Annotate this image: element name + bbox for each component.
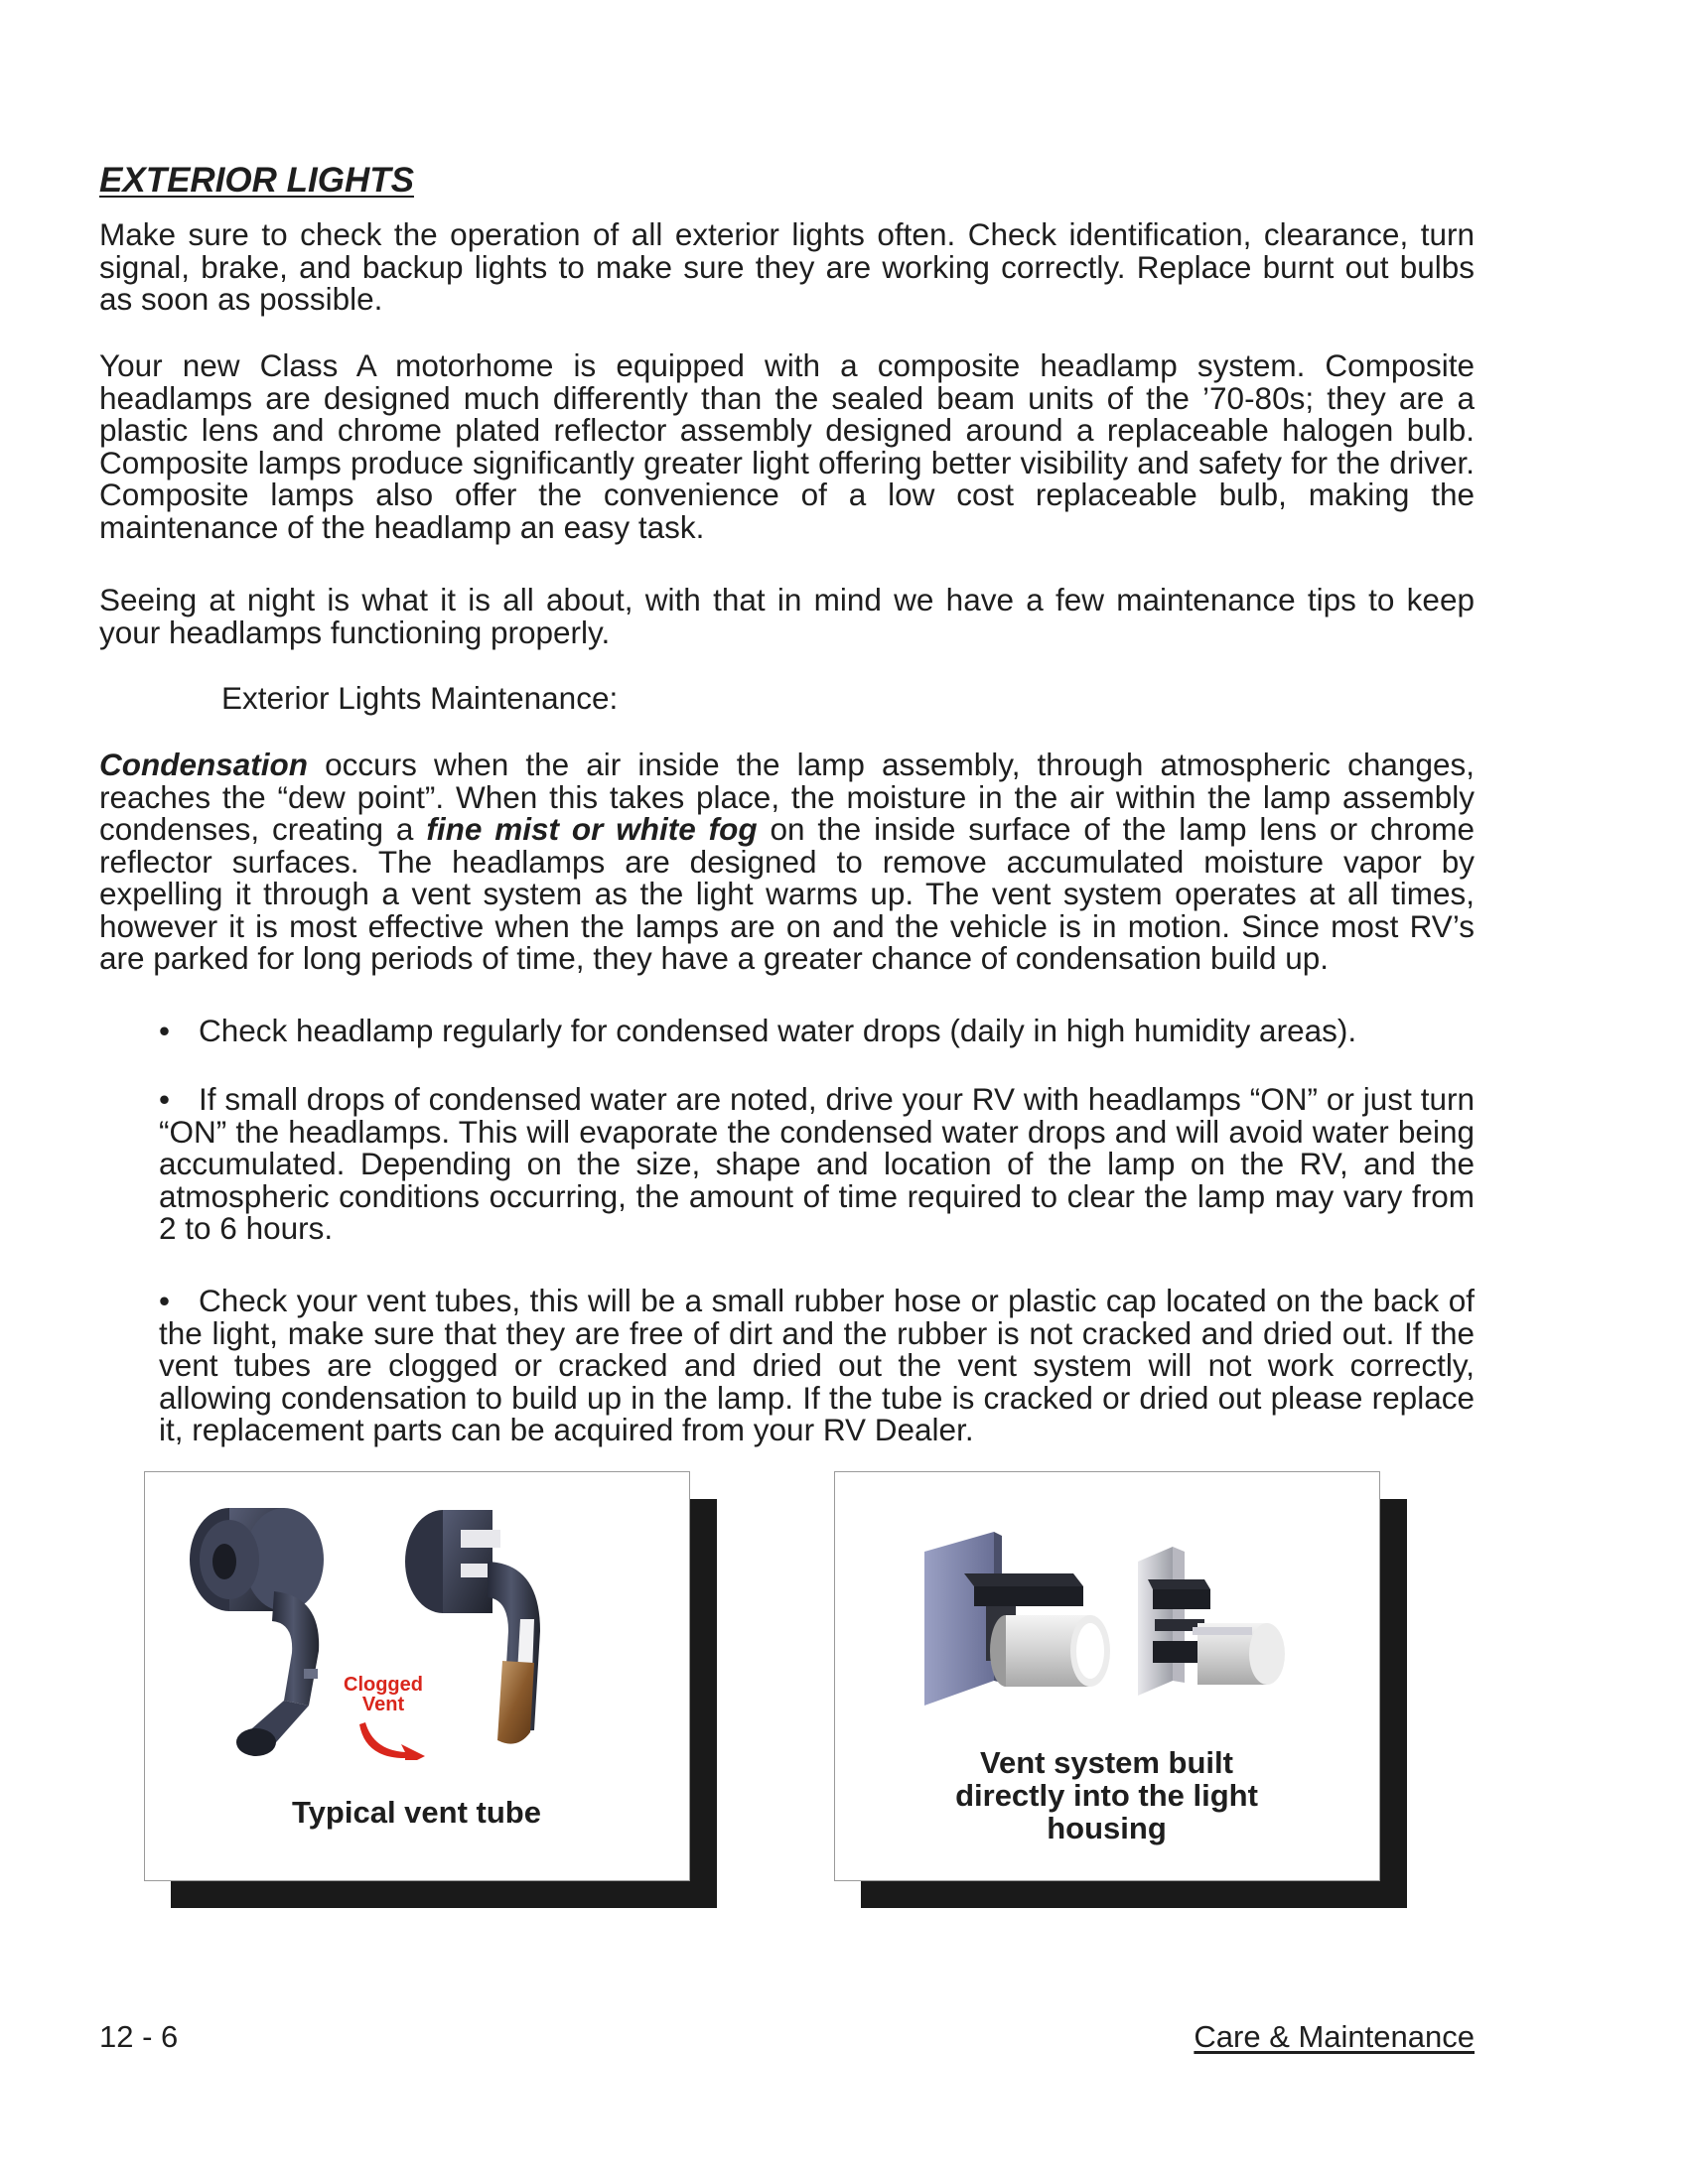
vent-tube-illustration [145,1502,688,1760]
light-housing-illustration [835,1492,1378,1710]
maintenance-subheading: Exterior Lights Maintenance: [221,680,619,716]
figure-caption-right [835,1746,1378,1844]
intro-paragraph: Make sure to check the operation of all exterior lights often. Check identification, clearance, turn signal, brake, and backup lights to make sure they are working correctly. Replace burnt out bulbs as soon as possible. [99,216,1475,317]
condensation-paragraph [99,749,1475,975]
condensation-term: Condensation [99,747,308,782]
caption-line: Vent system built [980,1745,1233,1780]
caption-line: directly into the light [955,1778,1258,1813]
clogged-vent-tube-icon [405,1510,540,1744]
callout-line-2: Vent [361,1694,405,1715]
housing-vent-cutaway-icon [1138,1547,1285,1696]
caption-line: housing [1047,1811,1167,1845]
callout-line-1: Clogged [344,1674,423,1696]
page-number: 12 - 6 [99,2019,179,2054]
bullet-text: Check your vent tubes, this will be a small rubber hose or plastic cap located on the back of the light, make sure that they are free of dirt and the rubber is not cracked and dried out. If the vent tubes are clogged or cracked and dried out the vent system will not work correctly, allowing condensation to build up in the lamp. If the tube is cracked or dried out please replace it, replacement parts can be acquired from your RV Dealer. [159,1283,1475,1447]
section-title: EXTERIOR LIGHTS [99,161,414,200]
bullet-symbol: • [159,1081,171,1117]
housing-vent-icon [924,1532,1110,1706]
bullet-text: If small drops of condensed water are noted, drive your RV with headlamps “ON” or just turn “ON” the headlamps. This will evaporate the condensed water drops and will avoid water being accumulated. Depending on the size, shape and location of the lamp on the RV, and the atmospheric conditions occurring, the amount of time required to clear the lamp may vary from 2 to 6 hours. [159,1081,1475,1246]
fog-emphasis: fine mist or white fog [426,811,758,847]
figure-light-housing-vent [834,1471,1380,1881]
figure-caption-left: Typical vent tube [292,1795,541,1830]
footer-section-name: Care & Maintenance [1194,2019,1475,2054]
bullet-item [159,1285,1475,1446]
vent-tube-icon [190,1508,324,1756]
figure-vent-tube [144,1471,690,1881]
callout-arrow-icon [359,1722,425,1760]
night-driving-paragraph: Seeing at night is what it is all about, with that in mind we have a few maintenance tips to keep your headlamps functioning properly. [99,582,1475,650]
bullet-symbol: • [159,1283,171,1318]
bullet-item [159,1015,1475,1047]
bullet-item [159,1083,1475,1245]
condensation-text-2: on the inside surface of the lamp lens or chrome reflector surfaces. The headlamps are designed to remove accumulated moisture vapor by expelling it through a vent system as the light warms up. The vent system operates at all times, however it is most effective when the lamps are on and the vehicle is in motion. Since most RV’s are parked for long periods of time, they have a greater chance of condensation build up. [99,811,1475,976]
bullet-symbol: • [159,1013,171,1048]
bullet-text: Check headlamp regularly for condensed water drops (daily in high humidity areas). [199,1013,1357,1048]
condensation-text-1: occurs when the air inside the lamp assembly, through atmospheric changes, reaches the “dew point”. When this takes place, the moisture in the air within the lamp assembly condenses, creating a [99,747,1475,847]
composite-headlamps-paragraph: Your new Class A motorhome is equipped with a composite headlamp system. Composite headlamps are designed much differently than the sealed beam units of the ’70-80s; they are a plastic lens and chrome plated reflector assembly designed around a replaceable halogen bulb. Composite lamps produce significantly greater light offering better visibility and safety for the driver. Composite lamps also offer the convenience of a low cost replaceable bulb, making the maintenance of the headlamp an easy task. [99,347,1475,545]
